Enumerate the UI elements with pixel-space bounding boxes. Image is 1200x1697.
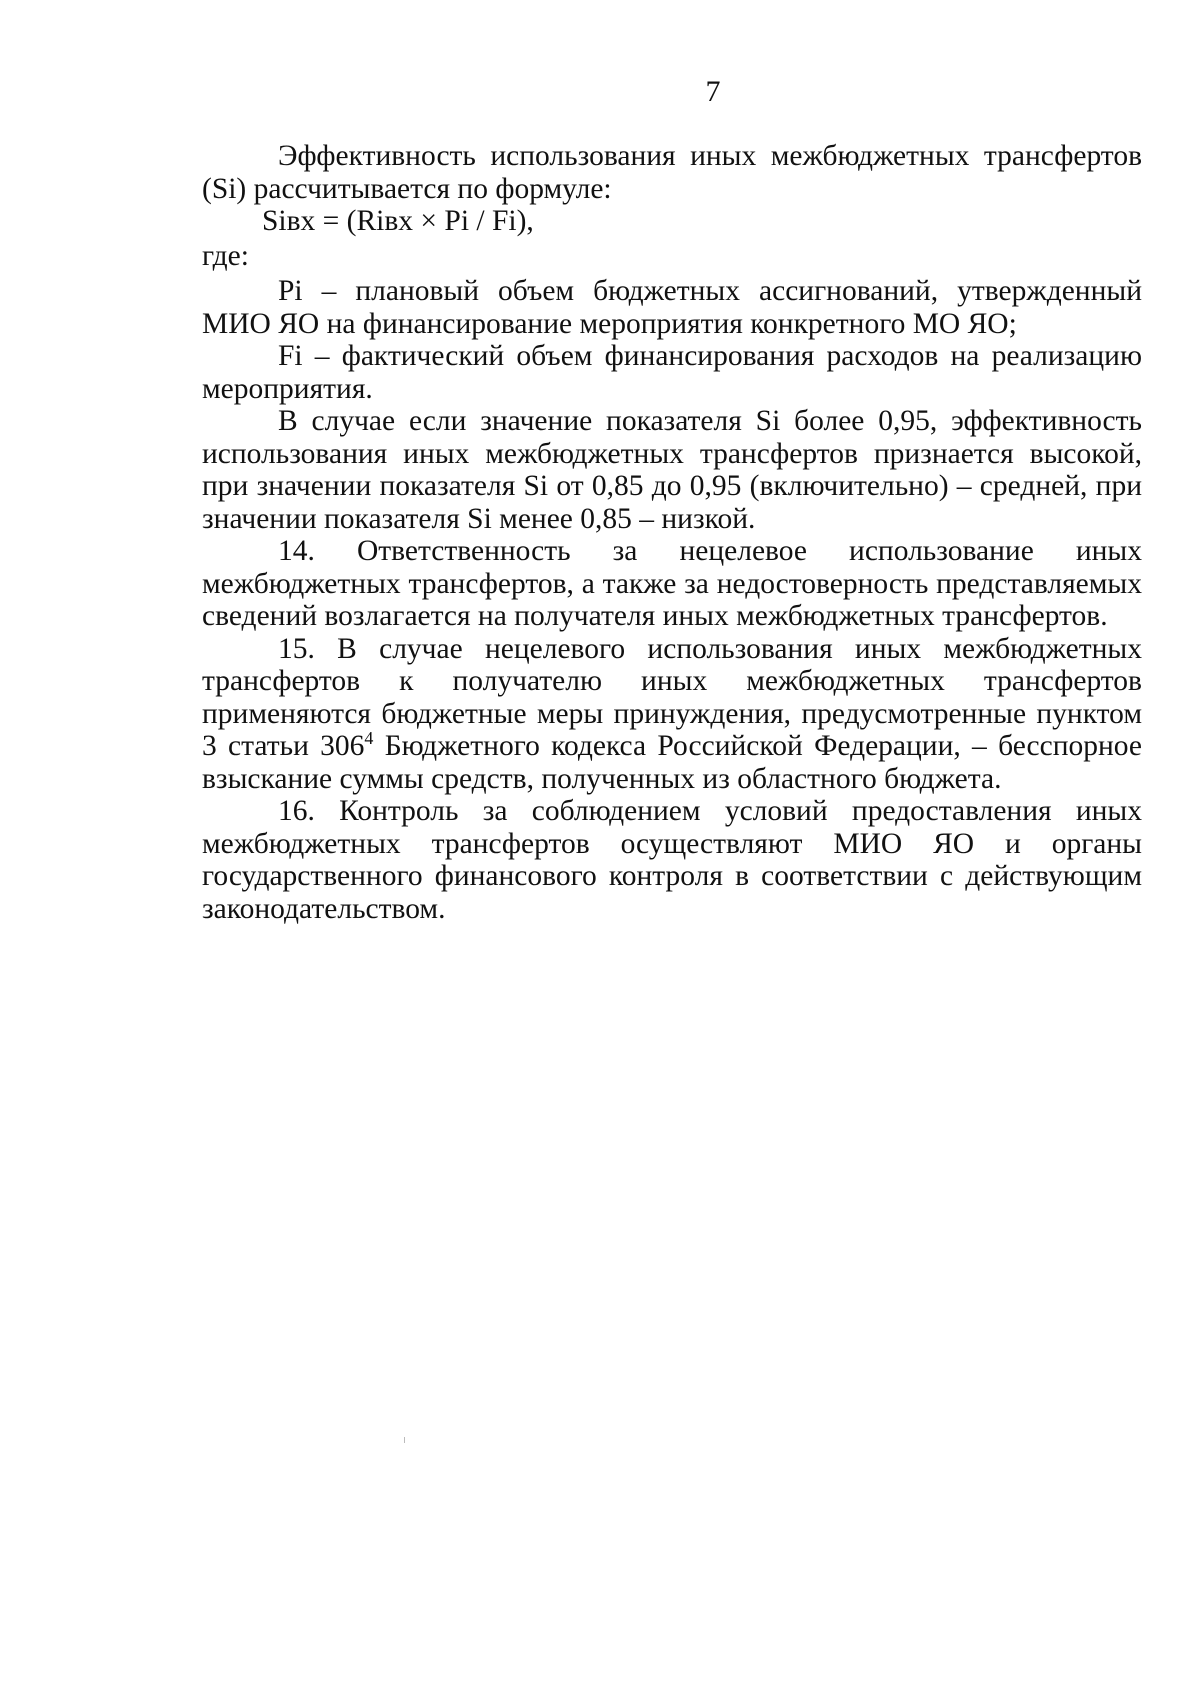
efficiency-formula: Siвх = (Riвх × Pi / Fi), <box>262 205 534 237</box>
pi-definition: Pi – плановый объем бюджетных ассигнований, утвержденный МИО ЯО на финансирование мероприятия конкретного МО ЯО; <box>202 275 1142 340</box>
paragraph-15-text: 15. В случае нецелевого использования иных межбюджетных трансфертов к получателю иных межбюджетных трансфертов применяются бюджетные меры принуждения, предусмотренные пунктом 3 статьи 306 <box>202 632 1142 762</box>
paragraph-15 <box>202 633 1142 796</box>
where-label: где: <box>202 239 249 272</box>
intro-paragraph: Эффективность использования иных межбюджетных трансфертов (Si) рассчитывается по формуле: <box>202 140 1142 205</box>
paragraph-16: 16. Контроль за соблюдением условий предоставления иных межбюджетных трансфертов осуществляют МИО ЯО и органы государственного финансового контроля в соответствии с действующим законодательством. <box>202 795 1142 925</box>
page-number: 7 <box>705 75 721 108</box>
fi-definition: Fi – фактический объем финансирования расходов на реализацию мероприятия. <box>202 340 1142 405</box>
paragraph-15-text-continued: Бюджетного кодекса Российской Федерации, – бесспорное взыскание суммы средств, полученных из областного бюджета. <box>202 730 1143 795</box>
paragraph-14: 14. Ответственность за нецелевое использование иных межбюджетных трансфертов, а также за недостоверность представляемых сведений возлагается на получателя иных межбюджетных трансфертов. <box>202 535 1142 632</box>
evaluation-paragraph: В случае если значение показателя Si более 0,95, эффективность использования иных межбюджетных трансфертов признается высокой, при значении показателя Si от 0,85 до 0,95 (включительно) – средней, при значении показателя Si менее 0,85 – низкой. <box>202 405 1142 535</box>
article-superscript: 4 <box>364 728 374 749</box>
scan-artifact <box>404 1437 405 1443</box>
document-body <box>202 140 1142 925</box>
